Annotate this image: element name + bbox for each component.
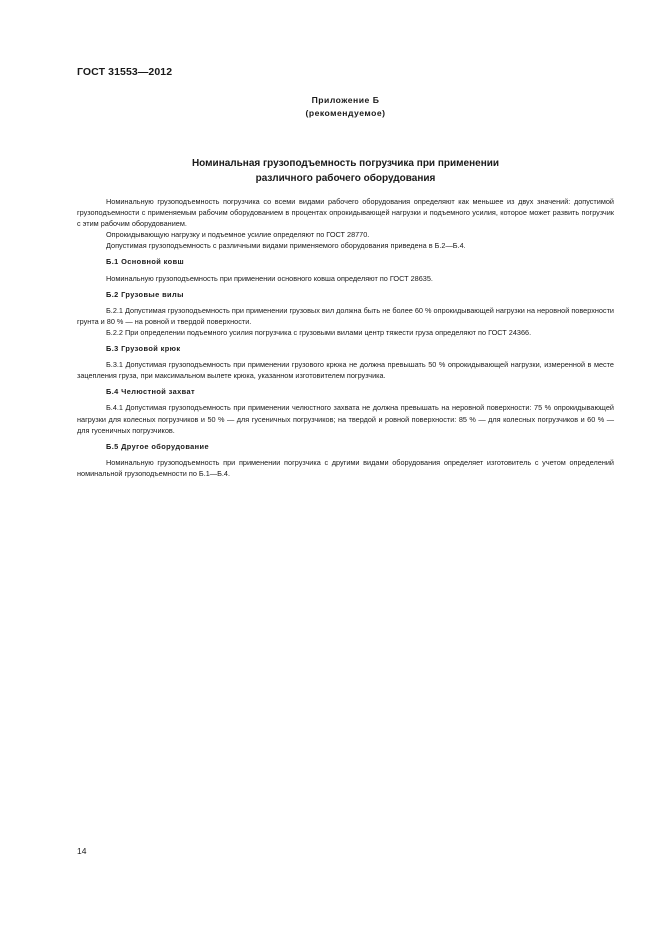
- section-b1-paragraph-1: Номинальную грузоподъемность при применении основного ковша определяют по ГОСТ 28635.: [106, 273, 433, 283]
- section-b2-paragraph-1: Б.2.1 Допустимая грузоподъемность при применении грузовых вил должна быть не более 60 % опрокидывающей нагрузки на неровной поверхности грунта и 80 % — на ровной и твердой поверхности.: [77, 305, 614, 326]
- intro-paragraph-2: Опрокидывающую нагрузку и подъемное усилие определяют по ГОСТ 28770.: [106, 230, 370, 240]
- section-b4-paragraph-1: Б.4.1 Допустимая грузоподъемность при применении челюстного захвата не должна превышать на неровной поверхности: 75 % опрокидывающей нагрузки для колесных погрузчиков и 50 % — для гусеничных погрузчиков; на твердой и ровной поверхности: 85 % — для колесных погрузчиков и 60 % — для гусеничных погрузчиков.: [77, 403, 614, 435]
- annex-label: Приложение Б: [311, 95, 380, 105]
- annex-title-line-1: Номинальная грузоподъемность погрузчика при применении: [191, 158, 500, 169]
- section-b2-paragraph-2: Б.2.2 При определении подъемного усилия погрузчика с грузовыми вилами центр тяжести груза определяют по ГОСТ 24366.: [106, 327, 532, 337]
- document-body: [77, 196, 614, 479]
- page-number: 14: [77, 846, 87, 856]
- section-heading-b3: Б.3 Грузовой крюк: [106, 344, 181, 354]
- section-b3-paragraph-1: Б.3.1 Допустимая грузоподъемность при применении грузового крюка не должна превышать 50 % опрокидывающей нагрузки, измеренной в месте зацепления груза, при максимальном вылете крюка, указанном изготовителем погрузчика.: [77, 360, 614, 381]
- annex-status: (рекомендуемое): [305, 108, 386, 118]
- standard-header: ГОСТ 31553—2012: [77, 66, 173, 78]
- section-heading-b2: Б.2 Грузовые вилы: [106, 289, 184, 299]
- annex-title: [0, 156, 661, 186]
- intro-paragraph-1: Номинальную грузоподъемность погрузчика со всеми видами рабочего оборудования определяют как меньшее из двух значений: допустимой грузоподъемности с применяемым рабочим оборудованием в процентах опрокидывающей нагрузки и подъемного усилия, которое может развить погрузчик с этим рабочим оборудованием.: [77, 197, 614, 229]
- section-heading-b1: Б.1 Основной ковш: [106, 257, 185, 267]
- intro-paragraph-3: Допустимая грузоподъемность с различными видами применяемого оборудования приведена в Б.2—Б.4.: [106, 241, 466, 251]
- section-b5-paragraph-1: Номинальную грузоподъемность при применении погрузчика с другими видами оборудования определяет изготовитель с учетом определений номинальной грузоподъемности по Б.1—Б.4.: [77, 457, 614, 478]
- annex-title-line-2: различного рабочего оборудования: [255, 173, 436, 184]
- section-heading-b4: Б.4 Челюстной захват: [106, 387, 196, 397]
- section-heading-b5: Б.5 Другое оборудование: [106, 441, 209, 451]
- annex-heading: [0, 94, 661, 120]
